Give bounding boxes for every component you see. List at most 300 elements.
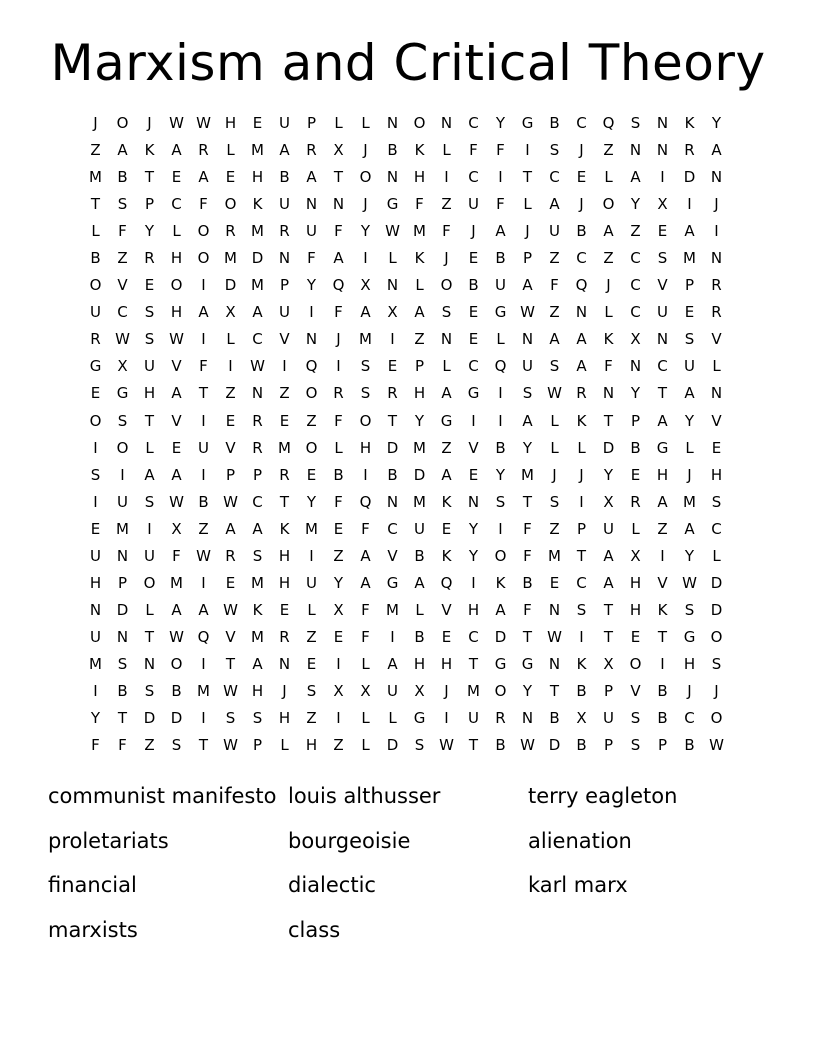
grid-letter: X: [630, 546, 641, 565]
grid-letter: H: [467, 600, 480, 619]
grid-letter: E: [225, 168, 236, 187]
grid-letter: S: [657, 249, 668, 268]
grid-letter: Z: [657, 519, 668, 538]
grid-letter: O: [170, 654, 183, 673]
grid-letter: L: [388, 249, 397, 268]
grid-letter: C: [630, 303, 641, 322]
grid-letter: E: [90, 519, 101, 538]
grid-letter: D: [710, 573, 723, 592]
grid-letter: X: [333, 600, 344, 619]
grid-letter: K: [495, 573, 506, 592]
grid-letter: T: [225, 654, 236, 673]
grid-letter: Q: [575, 276, 588, 295]
grid-letter: W: [547, 627, 562, 646]
grid-letter: N: [305, 330, 318, 349]
grid-letter: L: [91, 222, 100, 241]
grid-letter: O: [197, 249, 210, 268]
grid-letter: I: [714, 222, 719, 241]
grid-letter: H: [413, 654, 426, 673]
grid-letter: E: [657, 222, 668, 241]
grid-letter: H: [710, 465, 723, 484]
grid-letter: M: [89, 654, 102, 673]
grid-letter: P: [603, 736, 614, 755]
grid-letter: I: [660, 168, 665, 187]
grid-letter: V: [711, 330, 722, 349]
grid-letter: F: [91, 736, 100, 755]
grid-letter: R: [252, 411, 263, 430]
grid-letter: C: [657, 357, 668, 376]
grid-letter: Z: [603, 249, 614, 268]
grid-letter: L: [361, 114, 370, 133]
grid-letter: Q: [359, 492, 372, 511]
grid-letter: Z: [549, 519, 560, 538]
grid-letter: V: [279, 330, 290, 349]
grid-letter: N: [467, 492, 480, 511]
grid-row: [82, 597, 730, 624]
grid-letter: O: [170, 276, 183, 295]
grid-letter: B: [171, 682, 182, 700]
grid-letter: W: [223, 736, 238, 755]
word-list-item: communist manifesto: [48, 784, 277, 808]
grid-letter: P: [252, 465, 263, 484]
grid-letter: Z: [441, 438, 452, 457]
grid-letter: J: [336, 330, 341, 349]
grid-letter: Y: [306, 276, 317, 295]
grid-letter: C: [252, 330, 263, 349]
grid-letter: O: [359, 168, 372, 187]
word-list-item: financial: [48, 873, 137, 897]
grid-letter: I: [363, 465, 368, 484]
grid-letter: L: [307, 600, 316, 619]
grid-letter: M: [359, 330, 372, 349]
grid-letter: M: [251, 573, 264, 592]
grid-letter: J: [147, 114, 152, 133]
grid-letter: W: [520, 303, 535, 322]
grid-letter: G: [683, 627, 696, 646]
grid-letter: P: [252, 736, 263, 755]
grid-letter: K: [279, 519, 290, 538]
grid-row: [82, 164, 730, 191]
grid-letter: L: [604, 303, 613, 322]
grid-row: [82, 353, 730, 380]
grid-letter: M: [89, 168, 102, 187]
grid-letter: X: [414, 682, 425, 700]
grid-letter: C: [468, 357, 479, 376]
grid-row: [82, 245, 730, 272]
grid-letter: S: [630, 709, 641, 728]
grid-letter: X: [576, 709, 587, 728]
grid-letter: I: [498, 411, 503, 430]
grid-letter: S: [549, 141, 560, 160]
grid-letter: L: [361, 709, 370, 728]
grid-letter: S: [495, 492, 506, 511]
grid-letter: Y: [684, 411, 695, 430]
grid-letter: A: [495, 222, 506, 241]
grid-letter: W: [223, 492, 238, 511]
grid-letter: G: [494, 654, 507, 673]
grid-letter: C: [468, 114, 479, 133]
grid-letter: I: [471, 411, 476, 430]
grid-letter: D: [386, 736, 399, 755]
grid-letter: I: [525, 141, 530, 160]
grid-letter: S: [144, 303, 155, 322]
grid-letter: X: [603, 654, 614, 673]
page-title: Marxism and Critical Theory: [50, 34, 766, 92]
grid-letter: F: [361, 600, 370, 619]
grid-letter: S: [144, 682, 155, 700]
grid-letter: S: [90, 465, 101, 484]
grid-letter: Q: [197, 627, 210, 646]
grid-letter: A: [198, 303, 209, 322]
grid-letter: Y: [144, 222, 155, 241]
grid-row: [82, 732, 730, 759]
grid-letter: U: [306, 222, 317, 241]
grid-letter: T: [549, 682, 560, 700]
grid-letter: E: [144, 276, 155, 295]
grid-letter: G: [386, 195, 399, 214]
grid-letter: U: [468, 709, 479, 728]
grid-letter: V: [225, 627, 236, 646]
grid-letter: D: [386, 438, 399, 457]
grid-letter: K: [414, 141, 425, 160]
grid-letter: N: [710, 384, 723, 403]
grid-letter: O: [224, 195, 237, 214]
grid-letter: T: [198, 736, 209, 755]
grid-letter: F: [496, 195, 505, 214]
grid-row: [82, 299, 730, 326]
grid-letter: H: [413, 168, 426, 187]
grid-letter: N: [629, 357, 642, 376]
grid-letter: E: [441, 519, 452, 538]
grid-letter: E: [630, 465, 641, 484]
grid-letter: I: [336, 654, 341, 673]
grid-letter: O: [305, 384, 318, 403]
grid-letter: S: [684, 600, 695, 619]
grid-row: [82, 110, 730, 137]
grid-row: [82, 435, 730, 462]
grid-letter: D: [224, 276, 237, 295]
grid-letter: A: [684, 222, 695, 241]
grid-letter: M: [251, 276, 264, 295]
grid-letter: V: [225, 438, 236, 457]
grid-letter: F: [550, 276, 559, 295]
grid-letter: U: [306, 573, 317, 592]
grid-letter: S: [549, 357, 560, 376]
grid-row: [82, 651, 730, 678]
grid-letter: T: [90, 195, 101, 214]
grid-letter: V: [171, 411, 182, 430]
grid-letter: A: [522, 276, 533, 295]
grid-letter: C: [630, 276, 641, 295]
grid-letter: P: [279, 276, 290, 295]
grid-row: [82, 380, 730, 407]
grid-letter: K: [414, 249, 425, 268]
grid-letter: L: [361, 736, 370, 755]
grid-letter: V: [630, 682, 641, 700]
grid-letter: K: [576, 654, 587, 673]
grid-letter: L: [415, 276, 424, 295]
grid-letter: H: [251, 168, 264, 187]
grid-letter: W: [169, 114, 184, 133]
grid-letter: S: [117, 654, 128, 673]
grid-letter: I: [444, 709, 449, 728]
grid-letter: S: [252, 709, 263, 728]
word-list-item: alienation: [528, 828, 632, 853]
grid-letter: C: [576, 114, 587, 133]
word-list-item: terry eagleton: [528, 784, 678, 808]
grid-letter: U: [495, 276, 506, 295]
word-list-item: proletariats: [48, 828, 169, 853]
grid-letter: E: [468, 465, 479, 484]
grid-letter: A: [117, 141, 128, 160]
grid-letter: M: [548, 546, 561, 565]
grid-letter: R: [495, 709, 506, 728]
grid-letter: I: [471, 573, 476, 592]
grid-letter: I: [282, 357, 287, 376]
grid-letter: T: [333, 168, 344, 187]
grid-letter: L: [631, 519, 640, 538]
grid-letter: N: [386, 114, 399, 133]
word-list-item: louis althusser: [288, 784, 441, 808]
grid-letter: J: [579, 465, 584, 484]
grid-letter: A: [522, 411, 533, 430]
grid-letter: V: [441, 600, 452, 619]
grid-letter: A: [549, 330, 560, 349]
grid-letter: E: [468, 303, 479, 322]
grid-letter: C: [576, 573, 587, 592]
grid-letter: I: [660, 654, 665, 673]
grid-row: [82, 570, 730, 597]
grid-letter: F: [307, 249, 316, 268]
grid-letter: H: [413, 384, 426, 403]
grid-letter: F: [604, 357, 613, 376]
grid-letter: F: [523, 519, 532, 538]
grid-letter: I: [93, 682, 98, 700]
grid-letter: O: [116, 114, 129, 133]
grid-letter: M: [251, 141, 264, 160]
grid-letter: F: [523, 546, 532, 565]
grid-letter: B: [576, 736, 587, 755]
grid-letter: P: [117, 573, 128, 592]
grid-letter: A: [576, 357, 587, 376]
grid-letter: V: [711, 411, 722, 430]
grid-letter: S: [576, 600, 587, 619]
grid-letter: A: [333, 249, 344, 268]
grid-letter: R: [90, 330, 101, 349]
grid-letter: J: [363, 141, 368, 160]
grid-letter: I: [147, 519, 152, 538]
grid-letter: U: [414, 519, 425, 538]
grid-letter: B: [387, 465, 398, 484]
grid-letter: L: [523, 195, 532, 214]
grid-letter: D: [683, 168, 696, 187]
grid-letter: F: [523, 600, 532, 619]
grid-letter: E: [387, 357, 398, 376]
grid-letter: N: [548, 600, 561, 619]
grid-letter: M: [413, 492, 426, 511]
grid-letter: W: [223, 682, 238, 700]
grid-letter: E: [90, 384, 101, 403]
grid-letter: O: [197, 222, 210, 241]
grid-row: [82, 489, 730, 516]
grid-letter: J: [687, 682, 692, 700]
grid-letter: D: [602, 438, 615, 457]
grid-letter: T: [576, 546, 587, 565]
grid-letter: Q: [305, 357, 318, 376]
grid-letter: M: [197, 682, 210, 700]
grid-letter: U: [684, 357, 695, 376]
grid-letter: A: [171, 465, 182, 484]
grid-letter: J: [687, 465, 692, 484]
grid-letter: L: [145, 438, 154, 457]
grid-row: [82, 516, 730, 543]
grid-letter: R: [279, 627, 290, 646]
grid-letter: L: [415, 600, 424, 619]
grid-letter: W: [169, 627, 184, 646]
word-list-item: dialectic: [288, 873, 376, 897]
grid-letter: E: [279, 600, 290, 619]
grid-letter: A: [252, 519, 263, 538]
grid-letter: G: [413, 709, 426, 728]
grid-letter: H: [278, 709, 291, 728]
grid-letter: F: [118, 222, 127, 241]
grid-letter: H: [224, 114, 237, 133]
grid-letter: R: [711, 276, 722, 295]
grid-letter: J: [444, 682, 449, 700]
grid-letter: G: [116, 384, 129, 403]
grid-letter: N: [386, 276, 399, 295]
grid-letter: L: [685, 438, 694, 457]
grid-letter: E: [306, 654, 317, 673]
grid-letter: D: [116, 600, 129, 619]
grid-letter: H: [683, 654, 696, 673]
grid-letter: H: [170, 303, 183, 322]
grid-letter: H: [359, 438, 372, 457]
grid-letter: N: [521, 330, 534, 349]
grid-letter: J: [471, 222, 476, 241]
grid-letter: K: [441, 546, 452, 565]
grid-letter: A: [603, 573, 614, 592]
grid-letter: F: [334, 222, 343, 241]
grid-letter: U: [117, 492, 128, 511]
grid-letter: A: [225, 519, 236, 538]
grid-letter: L: [334, 438, 343, 457]
grid-letter: R: [225, 222, 236, 241]
grid-row: [82, 543, 730, 570]
grid-letter: W: [682, 573, 697, 592]
grid-letter: M: [170, 573, 183, 592]
grid-letter: B: [630, 438, 641, 457]
grid-letter: A: [360, 573, 371, 592]
grid-letter: O: [710, 709, 723, 728]
grid-letter: F: [442, 222, 451, 241]
grid-letter: U: [279, 303, 290, 322]
grid-letter: P: [414, 357, 425, 376]
grid-letter: O: [143, 573, 156, 592]
grid-letter: C: [252, 492, 263, 511]
grid-letter: S: [117, 195, 128, 214]
grid-letter: P: [684, 276, 695, 295]
grid-letter: T: [468, 654, 479, 673]
grid-letter: S: [360, 384, 371, 403]
grid-letter: A: [549, 195, 560, 214]
grid-letter: M: [683, 492, 696, 511]
grid-letter: E: [630, 627, 641, 646]
grid-letter: K: [576, 411, 587, 430]
grid-letter: E: [468, 249, 479, 268]
grid-letter: I: [201, 330, 206, 349]
grid-letter: Q: [440, 573, 453, 592]
grid-letter: X: [630, 330, 641, 349]
grid-letter: F: [118, 736, 127, 755]
grid-letter: N: [656, 114, 669, 133]
grid-letter: I: [579, 492, 584, 511]
grid-letter: P: [657, 736, 668, 755]
grid-letter: L: [145, 600, 154, 619]
grid-letter: B: [414, 627, 425, 646]
grid-letter: B: [495, 736, 506, 755]
grid-letter: Q: [494, 357, 507, 376]
grid-letter: L: [496, 330, 505, 349]
grid-letter: W: [709, 736, 724, 755]
grid-letter: B: [522, 573, 533, 592]
grid-letter: B: [117, 682, 128, 700]
grid-letter: U: [387, 682, 398, 700]
grid-letter: R: [630, 492, 641, 511]
grid-letter: B: [90, 249, 101, 268]
grid-letter: L: [334, 114, 343, 133]
grid-letter: B: [684, 736, 695, 755]
grid-letter: Z: [225, 384, 236, 403]
grid-letter: E: [711, 438, 722, 457]
grid-letter: U: [90, 627, 101, 646]
grid-letter: R: [252, 438, 263, 457]
grid-letter: Y: [90, 709, 101, 728]
grid-letter: B: [387, 141, 398, 160]
grid-letter: A: [360, 546, 371, 565]
grid-letter: T: [522, 168, 533, 187]
grid-letter: R: [711, 303, 722, 322]
grid-letter: S: [522, 384, 533, 403]
grid-letter: N: [386, 168, 399, 187]
grid-letter: Y: [333, 573, 344, 592]
grid-letter: Z: [306, 627, 317, 646]
grid-letter: M: [251, 627, 264, 646]
grid-letter: O: [89, 411, 102, 430]
grid-letter: A: [171, 600, 182, 619]
word-list-item: class: [288, 917, 341, 942]
grid-row: [82, 137, 730, 164]
grid-letter: N: [278, 654, 291, 673]
grid-letter: C: [117, 303, 128, 322]
grid-letter: I: [201, 709, 206, 728]
grid-letter: S: [711, 492, 722, 511]
grid-letter: I: [93, 438, 98, 457]
grid-letter: N: [116, 627, 129, 646]
grid-row: [82, 462, 730, 489]
grid-letter: S: [171, 736, 182, 755]
grid-letter: B: [468, 276, 479, 295]
grid-letter: U: [198, 438, 209, 457]
grid-letter: B: [495, 249, 506, 268]
word-list: [48, 776, 768, 954]
grid-letter: N: [710, 168, 723, 187]
grid-letter: V: [171, 357, 182, 376]
grid-letter: H: [143, 384, 156, 403]
grid-letter: P: [630, 411, 641, 430]
grid-letter: L: [604, 168, 613, 187]
grid-letter: U: [279, 114, 290, 133]
